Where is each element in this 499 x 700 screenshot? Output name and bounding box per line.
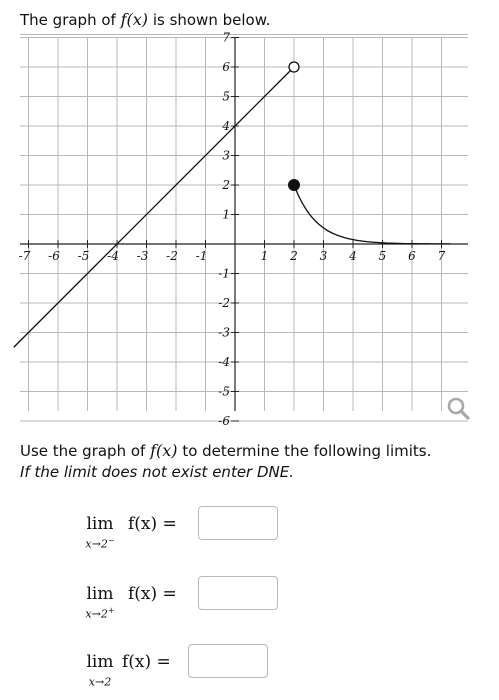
magnifier-icon[interactable] (446, 396, 470, 420)
function-graph (0, 30, 499, 425)
y-tick-label: 6 (222, 60, 230, 74)
y-tick-label: 4 (222, 119, 230, 133)
x-tick-label: -6 (48, 249, 60, 263)
y-tick-label: 1 (222, 207, 230, 222)
y-tick-label: -6 (218, 414, 230, 425)
intro-text-after: is shown below. (152, 11, 271, 29)
limit-expression (78, 652, 122, 689)
tick-labels (19, 31, 446, 426)
limit-function: f(x) = (122, 652, 171, 672)
x-tick-label: -4 (107, 249, 119, 263)
y-tick-label: 5 (222, 89, 230, 104)
answer-input-left-limit[interactable] (198, 506, 278, 540)
y-tick-label: 7 (222, 30, 230, 45)
x-tick-label: 3 (319, 249, 328, 263)
limit-expression (78, 514, 122, 551)
instruction (20, 441, 431, 460)
limit-subscript: x→2− (85, 536, 115, 551)
x-tick-label: -5 (77, 249, 90, 263)
intro-text-before: The graph of (20, 11, 116, 29)
grid (20, 35, 468, 425)
lim-label: lim (86, 652, 114, 672)
instruction-text-after: to determine the following limits. (182, 442, 432, 460)
answer-input-two-sided-limit[interactable] (188, 644, 268, 678)
intro-function: f(x) (120, 10, 149, 29)
y-tick-label: 3 (222, 148, 230, 163)
instruction-function: f(x) (150, 441, 178, 460)
graph-curves (14, 62, 451, 347)
limit-subscript: x→2 (88, 675, 112, 689)
left-piece-line (14, 71, 291, 348)
x-tick-label: -2 (166, 249, 178, 263)
y-tick-label: -2 (218, 296, 230, 310)
limit-function: f(x) = (128, 514, 177, 534)
instruction-note: If the limit does not exist enter DNE. (20, 463, 294, 481)
y-tick-label: -3 (218, 325, 230, 340)
y-tick-label: 2 (222, 178, 230, 192)
x-tick-label: 5 (378, 249, 387, 263)
y-tick-label: -5 (218, 384, 230, 399)
open-endpoint (289, 62, 299, 72)
x-tick-label: 2 (290, 249, 298, 263)
lim-label: lim (86, 514, 114, 534)
x-tick-label: -3 (136, 249, 149, 263)
question-intro (20, 10, 270, 29)
instruction-text-before: Use the graph of (20, 442, 146, 460)
x-tick-label: -7 (18, 249, 31, 263)
limit-subscript: x→2+ (85, 606, 115, 621)
y-tick-label: -4 (218, 355, 230, 369)
x-tick-label: 7 (437, 249, 446, 263)
x-tick-label: 6 (408, 249, 416, 263)
x-tick-label: 4 (349, 249, 357, 263)
limit-expression (78, 584, 122, 621)
y-tick-label: -1 (218, 266, 230, 281)
x-tick-label: -1 (195, 249, 208, 263)
limit-function: f(x) = (128, 584, 177, 604)
closed-endpoint (289, 180, 300, 191)
x-tick-label: 1 (260, 249, 269, 263)
answer-input-right-limit[interactable] (198, 576, 278, 610)
lim-label: lim (86, 584, 114, 604)
